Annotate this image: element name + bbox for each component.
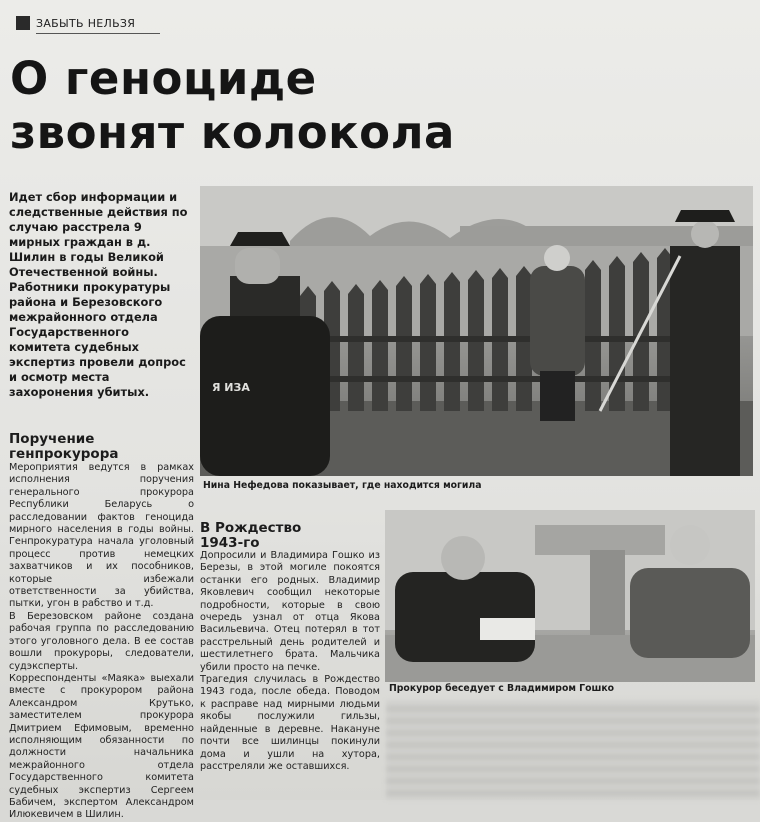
section-heading-1 — [9, 432, 118, 462]
rubric — [16, 14, 135, 32]
section-heading-1-line-1: Поручение — [9, 431, 95, 447]
section-heading-2-line-2: 1943-го — [200, 535, 260, 551]
photo-interview-illustration — [385, 510, 755, 682]
photo-caption-2: Прокурор беседует с Владимиром Гошко — [389, 683, 615, 694]
blurred-adjacent-text — [386, 700, 760, 800]
rubric-square-icon — [16, 16, 30, 30]
photo-interview-scene — [385, 510, 755, 682]
rubric-underline — [36, 33, 160, 34]
section-heading-2-line-1: В Рождество — [200, 520, 302, 536]
article-lead: Идет сбор информации и следственные действия по случаю расстрела 9 мирных граждан в д. Шилин в годы Великой Отечественной войны. Работники прокуратуры района и Березовского межрайонного отдела Государственного комитета судебных экспертиз провели допрос и осмотр места захоронения убитых. — [9, 190, 188, 399]
rubric-label: ЗАБЫТЬ НЕЛЬЗЯ — [36, 16, 136, 30]
headline-line-2: звонят колокола — [10, 106, 455, 159]
photo-caption-1: Нина Нефедова показывает, где находится могила — [203, 480, 482, 491]
headline-line-1: О геноциде — [10, 52, 317, 105]
photo-fence-illustration — [200, 186, 753, 476]
vest-text: Я ИЗА — [212, 381, 250, 394]
section-heading-1-line-2: генпрокурора — [9, 446, 119, 462]
section-heading-2 — [200, 521, 301, 551]
photo-fence-scene — [200, 186, 753, 476]
section-body-2: Допросили и Владимира Гошко из Березы, в этой могиле покоятся останки его родных. Владимир Яковлевич сообщил некоторые подробности, которые в свою очередь узнал от отца Якова Васильевича. Отец потерял в тот расстрельный день родителей и шестилетнего брата. Мальчика убили просто на печке. Трагедия случилась в Рождество 1943 года, после обеда. Поводом к расправе над мирными людьми якобы послужили гильзы, найденные в деревне. Накануне почти все шилинцы покинули дома и ушли на хутора, расстреляли же оставшихся. — [200, 550, 380, 772]
article-headline — [10, 52, 610, 160]
section-body-1: Мероприятия ведутся в рамках исполнения поручения генерального прокурора Республики Беларусь о расследовании фактов геноцида мирного населения в годы войны. Генпрокуратура начала уголовный процесс против немецких захватчиков и их пособников, которые избежали ответственности за убийства, пытки, угон в рабство и т.д. В Березовском районе создана рабочая группа по расследованию этого уголовного дела. В ее состав вошли прокуроры, следователи, судэксперты. Корреспонденты «Маяка» выехали вместе с прокурором района Александром Крутько, заместителем прокурора Дмитрием Ефимовым, временно исполняющим обязанности по должности начальника межрайонного отдела Государственного комитета судебных экспертиз Сергеем Бабичем, экспертом Александром Илюкевичем в Шилин. — [9, 462, 194, 821]
